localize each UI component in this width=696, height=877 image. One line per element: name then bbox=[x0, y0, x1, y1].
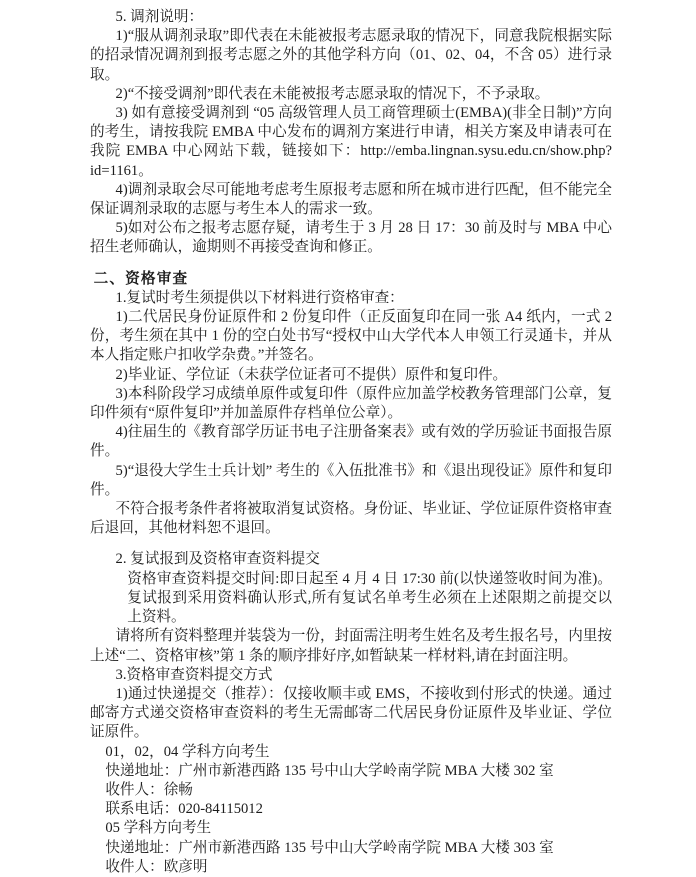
paragraph: 3.资格审查资料提交方式 bbox=[115, 666, 273, 683]
paragraph: 资格审查资料提交时间:即日起至 4 月 4 日 17:30 前(以快递签收时间为准)。复试报到采用资料确认形式,所有复试名单考生必须在上述限期之前提交以上资料。 bbox=[127, 570, 612, 626]
paragraph: 不符合报考条件者将被取消复试资格。身份证、毕业证、学位证原件资格审查后退回，其他材料恕不退回。 bbox=[90, 501, 612, 537]
paragraph: 2. 复试报到及资格审查资料提交 bbox=[115, 551, 320, 568]
paragraph: 请将所有资料整理并装袋为一份，封面需注明考生姓名及考生报名号，内里按上述“二、资格审核”第 1 条的顺序排好序,如暂缺某一样材料,请在封面注明。 bbox=[90, 628, 612, 664]
paragraph: 1)“服从调剂录取”即代表在未能被报考志愿录取的情况下，同意我院根据实际的招录情况调剂到报考志愿之外的其他学科方向（01、02、04，不含 05）进行录取。 bbox=[90, 28, 612, 83]
paragraph: 联系电话：020-84115012 bbox=[105, 801, 263, 818]
paragraph: 3) 如有意接受调剂到 “05 高级管理人员工商管理硕士(EMBA)(非全日制)”方向的考生，请按我院 EMBA 中心发布的调剂方案进行申请，相关方案及申请表可在我院 EMBA 中心网站下载，链接如下：http://emba.lingnan.sysu.edu.cn/show.php?id=1161。 bbox=[90, 105, 612, 179]
paragraph: 收件人：欧彦明 bbox=[105, 858, 208, 875]
paragraph: 2)毕业证、学位证（未获学位证者可不提供）原件和复印件。 bbox=[115, 366, 508, 383]
blank-line-spacer bbox=[90, 538, 612, 550]
paragraph: 05 学科方向考生 bbox=[105, 820, 212, 837]
section-heading: 二、资格审查 bbox=[93, 270, 189, 287]
paragraph: 01，02，04 学科方向考生 bbox=[105, 743, 270, 760]
paragraph: 3)本科阶段学习成绩单原件或复印件（原件应加盖学校教务管理部门公章，复印件须有“原件复印”并加盖原件存档单位公章）。 bbox=[90, 385, 612, 422]
paragraph: 5)“退役大学生士兵计划” 考生的《入伍批准书》和《退出现役证》原件和复印件。 bbox=[90, 462, 612, 498]
paragraph: 5. 调剂说明： bbox=[115, 9, 204, 25]
blank-line-spacer bbox=[90, 258, 612, 270]
paragraph: 收件人：徐畅 bbox=[105, 781, 193, 798]
document-body bbox=[90, 8, 612, 877]
paragraph: 4)往届生的《教育部学历证书电子注册备案表》或有效的学历验证书面报告原件。 bbox=[90, 424, 612, 460]
paragraph: 1)通过快递提交（推荐）：仅接收顺丰或 EMS，不接收到付形式的快递。通过邮寄方式递交资格审查资料的考生无需邮寄二代居民身份证原件及毕业证、学位证原件。 bbox=[90, 685, 612, 741]
paragraph: 2)“不接受调剂”即代表在未能被报考志愿录取的情况下，不予录取。 bbox=[115, 85, 550, 102]
paragraph: 快递地址：广州市新港西路 135 号中山大学岭南学院 MBA 大楼 303 室 bbox=[105, 839, 554, 856]
paragraph: 1)二代居民身份证原件和 2 份复印件（正反面复印在同一张 A4 纸内，一式 2 份，考生须在其中 1 份的空白处书写“授权中山大学代本人申领工行灵通卡，并从本人指定账户扣收学杂费。”并签名。 bbox=[90, 309, 612, 364]
paragraph: 1.复试时考生须提供以下材料进行资格审查： bbox=[115, 289, 404, 306]
paragraph: 5)如对公布之报考志愿存疑，请考生于 3 月 28 日 17：30 前及时与 MBA 中心招生老师确认，逾期则不再接受查询和修正。 bbox=[90, 220, 612, 256]
paragraph: 快递地址：广州市新港西路 135 号中山大学岭南学院 MBA 大楼 302 室 bbox=[105, 762, 554, 779]
paragraph: 4)调剂录取会尽可能地考虑考生原报考志愿和所在城市进行匹配，但不能完全保证调剂录取的志愿与考生本人的需求一致。 bbox=[90, 181, 612, 218]
